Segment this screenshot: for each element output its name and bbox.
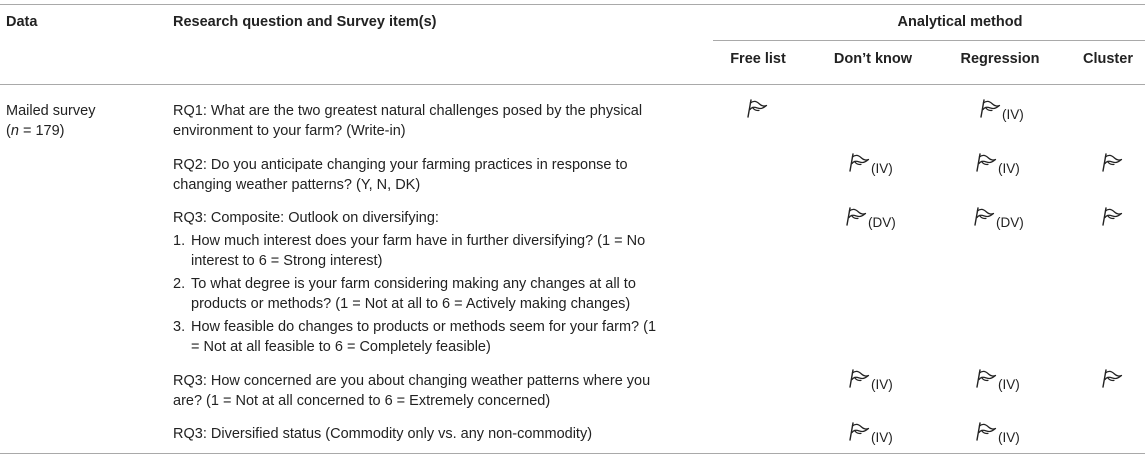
data-source-sample-size: (n = 179): [6, 123, 65, 139]
header-rule: [0, 84, 1145, 85]
row2-dont-know-mark: [848, 146, 893, 176]
row3-cluster-mark: [1101, 200, 1123, 226]
rq3-concern-line-1: RQ3: How concerned are you about changing weather patterns where you: [173, 373, 651, 389]
rq1-line-1: RQ1: What are the two greatest natural challenges posed by the physical: [173, 103, 643, 119]
flag-icon: [975, 368, 997, 388]
rq3-concern-line-2: are? (1 = Not at all concerned to 6 = Extremely concerned): [173, 393, 551, 409]
row1-regression-mark: [979, 92, 1024, 122]
flag-icon: [746, 98, 768, 118]
flag-icon: [848, 368, 870, 388]
row4-regression-role: (IV): [998, 377, 1020, 392]
flag-icon: [975, 421, 997, 441]
row3-dont-know-mark: [845, 200, 896, 230]
rq3-item-3-line-1: How feasible do changes to products or methods seem for your farm? (1: [191, 319, 657, 335]
header-regression: Regression: [960, 51, 1040, 67]
row1-regression-role: (IV): [1002, 107, 1024, 122]
rq3-composite-title: RQ3: Composite: Outlook on diversifying:: [173, 210, 439, 226]
row3-regression-role: (DV): [996, 215, 1024, 230]
flag-icon: [845, 206, 867, 226]
rq3-item-2-number: 2.: [173, 276, 186, 292]
table-top-rule: [0, 4, 1145, 5]
rq3-item-1-line-2: interest to 6 = Strong interest): [191, 253, 383, 269]
rq3-diversified-status: RQ3: Diversified status (Commodity only vs. any non-commodity): [173, 426, 593, 442]
rq3-item-3-number: 3.: [173, 319, 186, 335]
header-cluster: Cluster: [1083, 51, 1133, 67]
header-data: Data: [6, 14, 38, 30]
row3-regression-mark: [973, 200, 1024, 230]
flag-icon: [973, 206, 995, 226]
row2-regression-role: (IV): [998, 161, 1020, 176]
rq3-item-1-number: 1.: [173, 233, 186, 249]
row5-dont-know-role: (IV): [871, 430, 893, 445]
row5-regression-mark: [975, 415, 1020, 445]
header-free-list: Free list: [730, 51, 786, 67]
row3-dont-know-role: (DV): [868, 215, 896, 230]
flag-icon: [1101, 206, 1123, 226]
flag-icon: [975, 152, 997, 172]
analytical-method-rule: [713, 40, 1145, 41]
header-dont-know: Don’t know: [833, 51, 913, 67]
row4-dont-know-role: (IV): [871, 377, 893, 392]
flag-icon: [848, 152, 870, 172]
flag-icon: [848, 421, 870, 441]
row4-regression-mark: [975, 362, 1020, 392]
row2-regression-mark: [975, 146, 1020, 176]
data-source-name: Mailed survey: [6, 103, 96, 119]
flag-icon: [979, 98, 1001, 118]
rq2-line-1: RQ2: Do you anticipate changing your farming practices in response to: [173, 157, 628, 173]
row4-dont-know-mark: [848, 362, 893, 392]
header-question: Research question and Survey item(s): [173, 14, 437, 30]
row5-regression-role: (IV): [998, 430, 1020, 445]
rq2-line-2: changing weather patterns? (Y, N, DK): [173, 177, 421, 193]
rq3-item-2-line-1: To what degree is your farm considering making any changes at all to: [191, 276, 636, 292]
row2-dont-know-role: (IV): [871, 161, 893, 176]
rq3-item-1-line-1: How much interest does your farm have in further diversifying? (1 = No: [191, 233, 646, 249]
rq1-line-2: environment to your farm? (Write-in): [173, 123, 406, 139]
rq3-item-3-line-2: = Not at all feasible to 6 = Completely feasible): [191, 339, 491, 355]
flag-icon: [1101, 368, 1123, 388]
header-analytical-method: Analytical method: [897, 14, 1023, 30]
row1-free-list-mark: [746, 92, 768, 118]
flag-icon: [1101, 152, 1123, 172]
rq3-item-2-line-2: products or methods? (1 = Not at all to 6 = Actively making changes): [191, 296, 631, 312]
table-bottom-rule: [0, 453, 1145, 454]
row2-cluster-mark: [1101, 146, 1123, 172]
row5-dont-know-mark: [848, 415, 893, 445]
row4-cluster-mark: [1101, 362, 1123, 388]
